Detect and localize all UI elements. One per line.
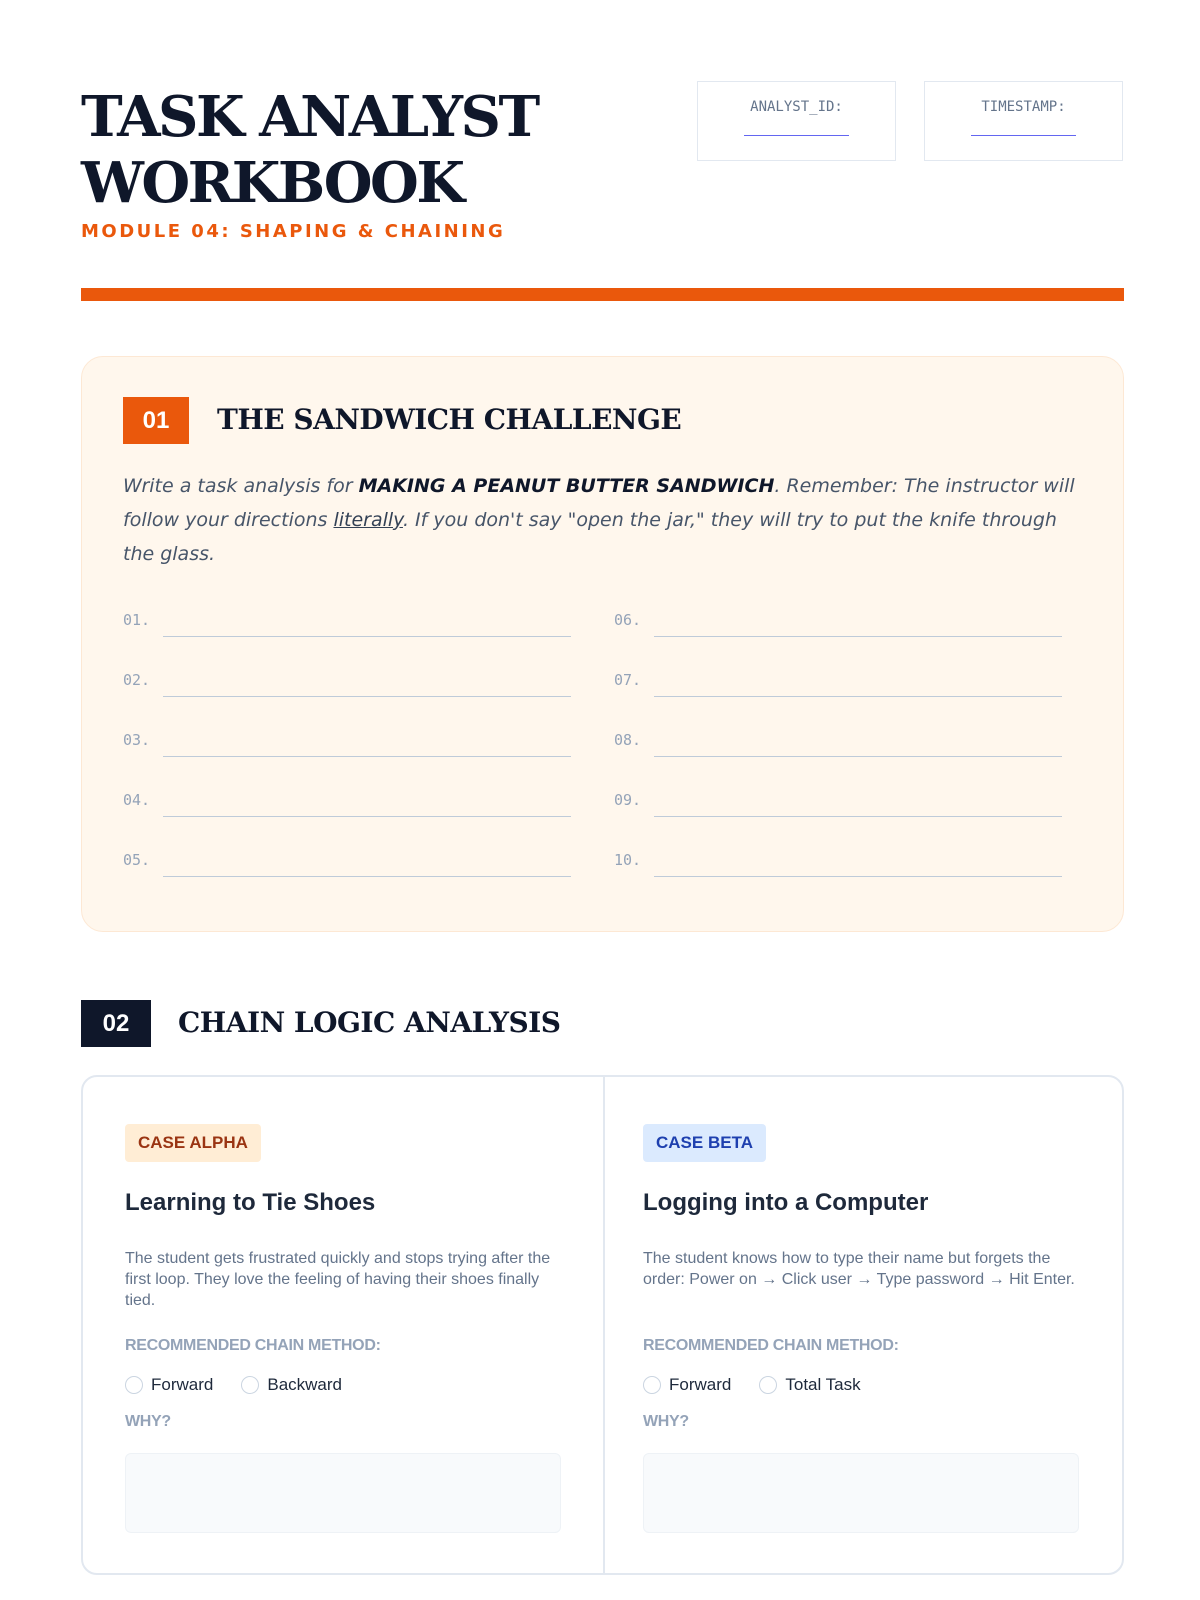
- radio-label: Forward: [669, 1375, 732, 1394]
- analyst-id-label: ANALYST_ID:: [750, 99, 843, 115]
- section-instructions: [123, 469, 1083, 571]
- radio-label: Forward: [151, 1375, 214, 1394]
- method-label: RECOMMENDED CHAIN METHOD:: [643, 1337, 899, 1354]
- section-number-badge: 02: [81, 1000, 151, 1047]
- case-alpha: [125, 1077, 563, 1573]
- step-number: 07.: [614, 671, 642, 689]
- why-answer-field[interactable]: [125, 1453, 561, 1533]
- chain-logic-card: [81, 1075, 1124, 1575]
- column-divider: [603, 1077, 605, 1573]
- worksheet-page: [81, 0, 1124, 1600]
- case-beta: [643, 1077, 1081, 1573]
- why-label: WHY?: [125, 1413, 171, 1430]
- why-answer-field[interactable]: [643, 1453, 1079, 1533]
- timestamp-field[interactable]: [924, 81, 1123, 161]
- step-underline: [654, 636, 1062, 637]
- case-tag: CASE BETA: [643, 1124, 766, 1162]
- step-number: 09.: [614, 791, 642, 809]
- step-line-5[interactable]: [123, 841, 571, 881]
- radio-circle-icon[interactable]: [125, 1376, 143, 1394]
- step-underline: [163, 756, 571, 757]
- step-number: 10.: [614, 851, 642, 869]
- case-tag: CASE ALPHA: [125, 1124, 261, 1162]
- step-underline: [163, 696, 571, 697]
- case-description: The student knows how to type their name but forgets the order: Power on → Click user → Type password → Hit Enter.: [643, 1250, 1075, 1288]
- step-line-6[interactable]: [614, 601, 1062, 641]
- step-number: 06.: [614, 611, 642, 629]
- analyst-id-underline: [744, 135, 849, 136]
- title-line-2: WORKBOOK: [81, 150, 463, 216]
- step-number: 03.: [123, 731, 151, 749]
- instruction-text-b: . Remember: The instructor will follow your directions: [123, 475, 1075, 531]
- step-underline: [654, 876, 1062, 877]
- radio-label: Backward: [267, 1375, 342, 1394]
- timestamp-underline: [971, 135, 1076, 136]
- step-underline: [654, 696, 1062, 697]
- radio-circle-icon[interactable]: [759, 1376, 777, 1394]
- step-underline: [163, 816, 571, 817]
- header-divider: [81, 288, 1124, 301]
- step-number: 02.: [123, 671, 151, 689]
- step-underline: [654, 756, 1062, 757]
- step-underline: [163, 636, 571, 637]
- case-title: Logging into a Computer: [643, 1189, 929, 1216]
- why-label: WHY?: [643, 1413, 689, 1430]
- section-title: CHAIN LOGIC ANALYSIS: [178, 1006, 561, 1039]
- radio-circle-icon[interactable]: [241, 1376, 259, 1394]
- step-line-9[interactable]: [614, 781, 1062, 821]
- radio-label: Total Task: [785, 1375, 861, 1394]
- radio-circle-icon[interactable]: [643, 1376, 661, 1394]
- sandwich-challenge-card: [81, 356, 1124, 932]
- instruction-underlined-text: literally: [333, 509, 403, 531]
- step-line-3[interactable]: [123, 721, 571, 761]
- page-title: [81, 84, 641, 216]
- method-radio-group: [643, 1375, 861, 1395]
- step-number: 01.: [123, 611, 151, 629]
- step-line-4[interactable]: [123, 781, 571, 821]
- step-underline: [163, 876, 571, 877]
- radio-total-task[interactable]: [759, 1375, 860, 1395]
- step-line-10[interactable]: [614, 841, 1062, 881]
- radio-forward[interactable]: [125, 1375, 213, 1395]
- instruction-text-a: Write a task analysis for: [123, 475, 359, 497]
- module-subtitle: MODULE 04: SHAPING & CHAINING: [81, 221, 506, 242]
- section-title: THE SANDWICH CHALLENGE: [217, 403, 682, 436]
- radio-forward[interactable]: [643, 1375, 731, 1395]
- analyst-id-field[interactable]: [697, 81, 896, 161]
- step-line-1[interactable]: [123, 601, 571, 641]
- case-description: The student gets frustrated quickly and stops trying after the first loop. They love the feeling of having their shoes finally tied.: [125, 1250, 551, 1309]
- title-line-1: TASK ANALYST: [81, 84, 538, 150]
- step-line-8[interactable]: [614, 721, 1062, 761]
- step-line-7[interactable]: [614, 661, 1062, 701]
- step-underline: [654, 816, 1062, 817]
- method-radio-group: [125, 1375, 342, 1395]
- section-number-badge: 01: [123, 397, 189, 444]
- instruction-text-c: . If you don't say "open the jar," they will try to put the knife through the glass.: [123, 509, 1057, 565]
- method-label: RECOMMENDED CHAIN METHOD:: [125, 1337, 381, 1354]
- timestamp-label: TIMESTAMP:: [981, 99, 1066, 115]
- step-number: 08.: [614, 731, 642, 749]
- step-line-2[interactable]: [123, 661, 571, 701]
- step-number: 05.: [123, 851, 151, 869]
- instruction-bold-text: MAKING A PEANUT BUTTER SANDWICH: [358, 475, 775, 497]
- case-title: Learning to Tie Shoes: [125, 1189, 376, 1216]
- step-number: 04.: [123, 791, 151, 809]
- radio-backward[interactable]: [241, 1375, 342, 1395]
